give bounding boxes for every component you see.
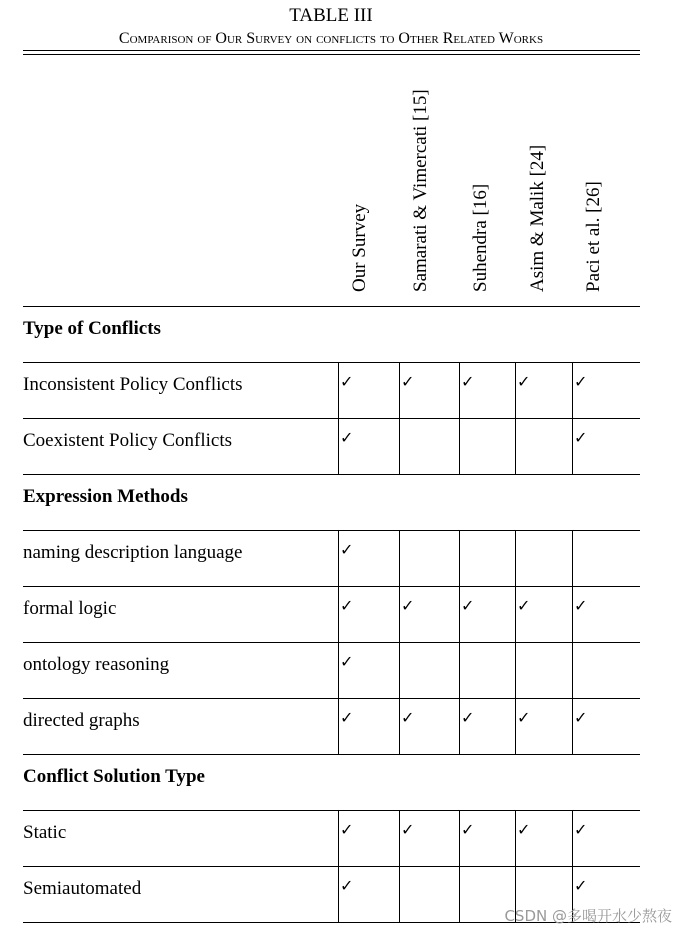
check-mark: ✓ [574,596,588,615]
check-mark: ✓ [340,820,354,839]
check-mark: ✓ [340,372,354,391]
section-title-type-of-conflicts: Type of Conflicts [23,318,161,339]
column-divider [399,530,400,754]
check-mark: ✓ [517,596,531,615]
row-label-coexistent-policy-conflicts: Coexistent Policy Conflicts [23,430,232,451]
row-rule [23,586,640,587]
row-label-ontology-reasoning: ontology reasoning [23,654,170,675]
check-mark: ✓ [461,372,475,391]
row-rule [23,474,640,475]
row-label-static: Static [23,822,67,843]
row-rule [23,418,640,419]
column-divider [459,362,460,474]
column-divider [515,530,516,754]
column-divider [399,810,400,922]
column-divider [572,530,573,754]
header-rule [23,306,640,307]
row-rule [23,866,640,867]
column-divider [338,810,339,922]
check-mark: ✓ [401,820,415,839]
check-mark: ✓ [517,708,531,727]
check-mark: ✓ [574,372,588,391]
row-rule [23,754,640,755]
row-rule [23,530,640,531]
row-label-inconsistent-policy-conflicts: Inconsistent Policy Conflicts [23,374,243,395]
watermark: CSDN @多喝开水少熬夜 [504,907,672,925]
check-mark: ✓ [340,708,354,727]
check-mark: ✓ [340,428,354,447]
row-label-naming-description-language: naming description language [23,542,243,563]
check-mark: ✓ [461,820,475,839]
row-rule [23,362,640,363]
row-label-directed-graphs: directed graphs [23,710,140,731]
row-rule [23,810,640,811]
check-mark: ✓ [340,876,354,895]
check-mark: ✓ [461,708,475,727]
check-mark: ✓ [401,708,415,727]
section-title-conflict-solution-type: Conflict Solution Type [23,766,205,787]
table-caption: Comparison of Our Survey on conflicts to Other Related Works [118,30,544,47]
check-mark: ✓ [340,652,354,671]
column-divider [459,530,460,754]
column-divider [515,362,516,474]
check-mark: ✓ [574,876,588,895]
column-divider [338,362,339,474]
check-mark: ✓ [574,708,588,727]
check-mark: ✓ [401,596,415,615]
column-divider [338,530,339,754]
section-title-expression-methods: Expression Methods [23,486,188,507]
row-label-semiautomated: Semiautomated [23,878,142,899]
check-mark: ✓ [517,820,531,839]
column-divider [572,362,573,474]
check-mark: ✓ [340,540,354,559]
caption-rule-top [23,50,640,51]
row-label-formal-logic: formal logic [23,598,117,619]
check-mark: ✓ [574,428,588,447]
check-mark: ✓ [401,372,415,391]
check-mark: ✓ [574,820,588,839]
check-mark: ✓ [461,596,475,615]
check-mark: ✓ [517,372,531,391]
row-rule [23,698,640,699]
caption-rule-bottom [23,54,640,55]
column-divider [399,362,400,474]
row-rule [23,642,640,643]
table-label: TABLE III [289,5,373,26]
check-mark: ✓ [340,596,354,615]
column-divider [459,810,460,922]
